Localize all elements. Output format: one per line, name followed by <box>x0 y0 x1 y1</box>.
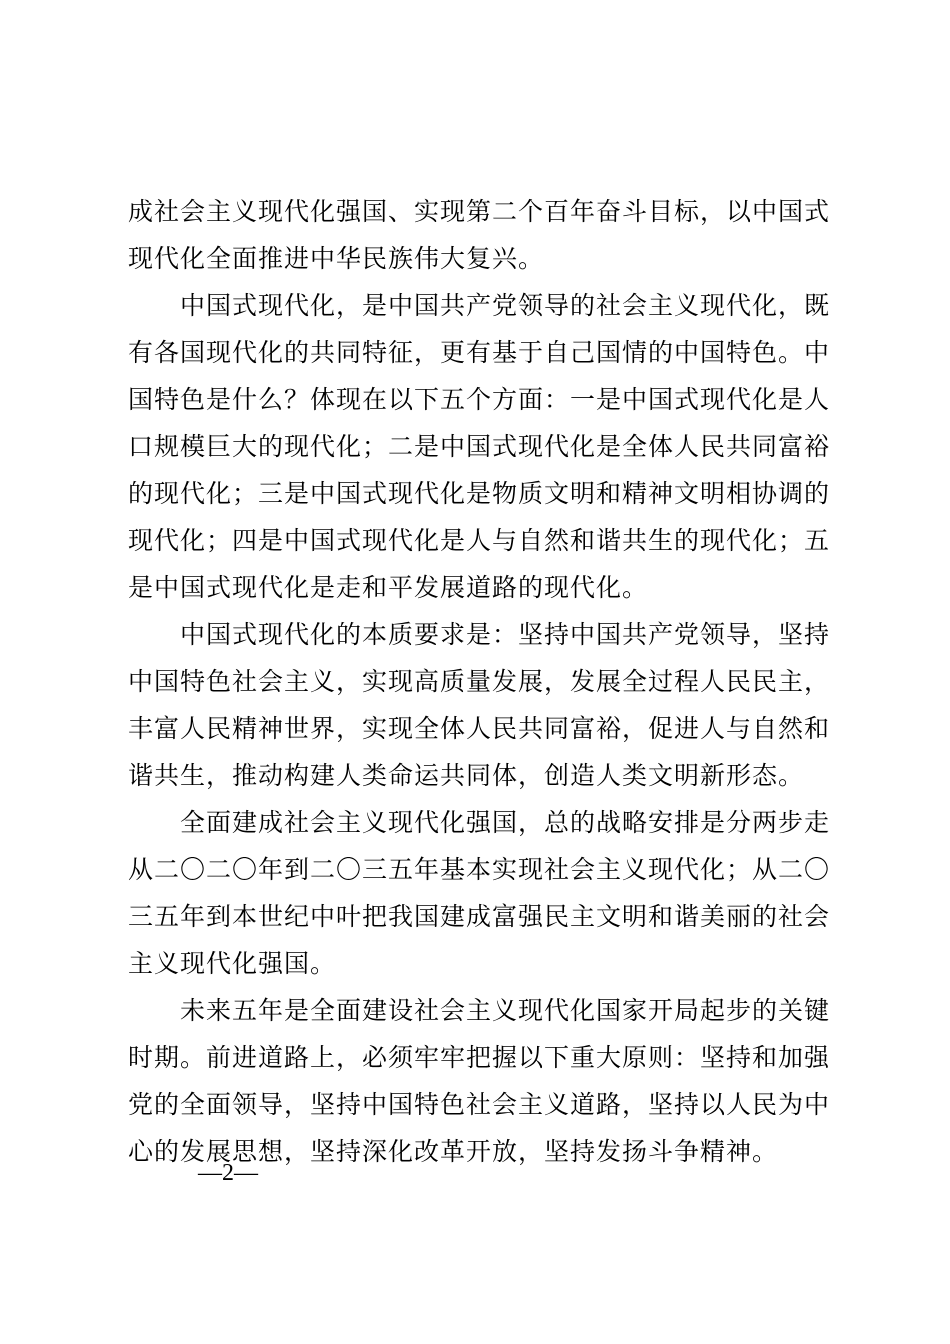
paragraph-1 <box>128 188 830 282</box>
text-line: 成社会主义现代化强国、实现第二个百年奋斗目标，以中国式 <box>128 197 831 226</box>
text-line: 谐共生，推动构建人类命运共同体，创造人类文明新形态。 <box>128 761 805 790</box>
text-line: 中国式现代化，是中国共产党领导的社会主义现代化，既 <box>180 291 831 320</box>
text-line: 口规模巨大的现代化；二是中国式现代化是全体人民共同富裕 <box>128 432 831 461</box>
paragraph-5 <box>128 987 830 1175</box>
text-line: 党的全面领导，坚持中国特色社会主义道路，坚持以人民为中 <box>128 1090 831 1119</box>
paragraph-2 <box>128 282 830 611</box>
text-line: 丰富人民精神世界，实现全体人民共同富裕，促进人与自然和 <box>128 714 831 743</box>
text-line: 现代化；四是中国式现代化是人与自然和谐共生的现代化；五 <box>128 526 831 555</box>
text-line: 三五年到本世纪中叶把我国建成富强民主文明和谐美丽的社会 <box>128 902 831 931</box>
text-line: 时期。前进道路上，必须牢牢把握以下重大原则：坚持和加强 <box>128 1043 831 1072</box>
text-line: 从二〇二〇年到二〇三五年基本实现社会主义现代化；从二〇 <box>128 855 831 884</box>
text-line: 未来五年是全面建设社会主义现代化国家开局起步的关键 <box>180 996 831 1025</box>
text-line: 心的发展思想，坚持深化改革开放，坚持发扬斗争精神。 <box>128 1137 779 1166</box>
text-line: 全面建成社会主义现代化强国，总的战略安排是分两步走 <box>180 808 831 837</box>
text-line: 中国式现代化的本质要求是：坚持中国共产党领导，坚持 <box>180 620 831 649</box>
text-line: 国特色是什么？体现在以下五个方面：一是中国式现代化是人 <box>128 385 831 414</box>
text-line: 主义现代化强国。 <box>128 949 337 978</box>
text-line: 中国特色社会主义，实现高质量发展，发展全过程人民民主， <box>128 667 831 696</box>
paragraph-4 <box>128 799 830 987</box>
document-body <box>128 188 830 1175</box>
text-line: 的现代化；三是中国式现代化是物质文明和精神文明相协调的 <box>128 479 831 508</box>
text-line: 是中国式现代化是走和平发展道路的现代化。 <box>128 573 649 602</box>
paragraph-3 <box>128 611 830 799</box>
text-line: 现代化全面推进中华民族伟大复兴。 <box>128 244 545 273</box>
text-line: 有各国现代化的共同特征，更有基于自己国情的中国特色。中 <box>128 338 831 367</box>
page-number: —2— <box>198 1160 258 1186</box>
